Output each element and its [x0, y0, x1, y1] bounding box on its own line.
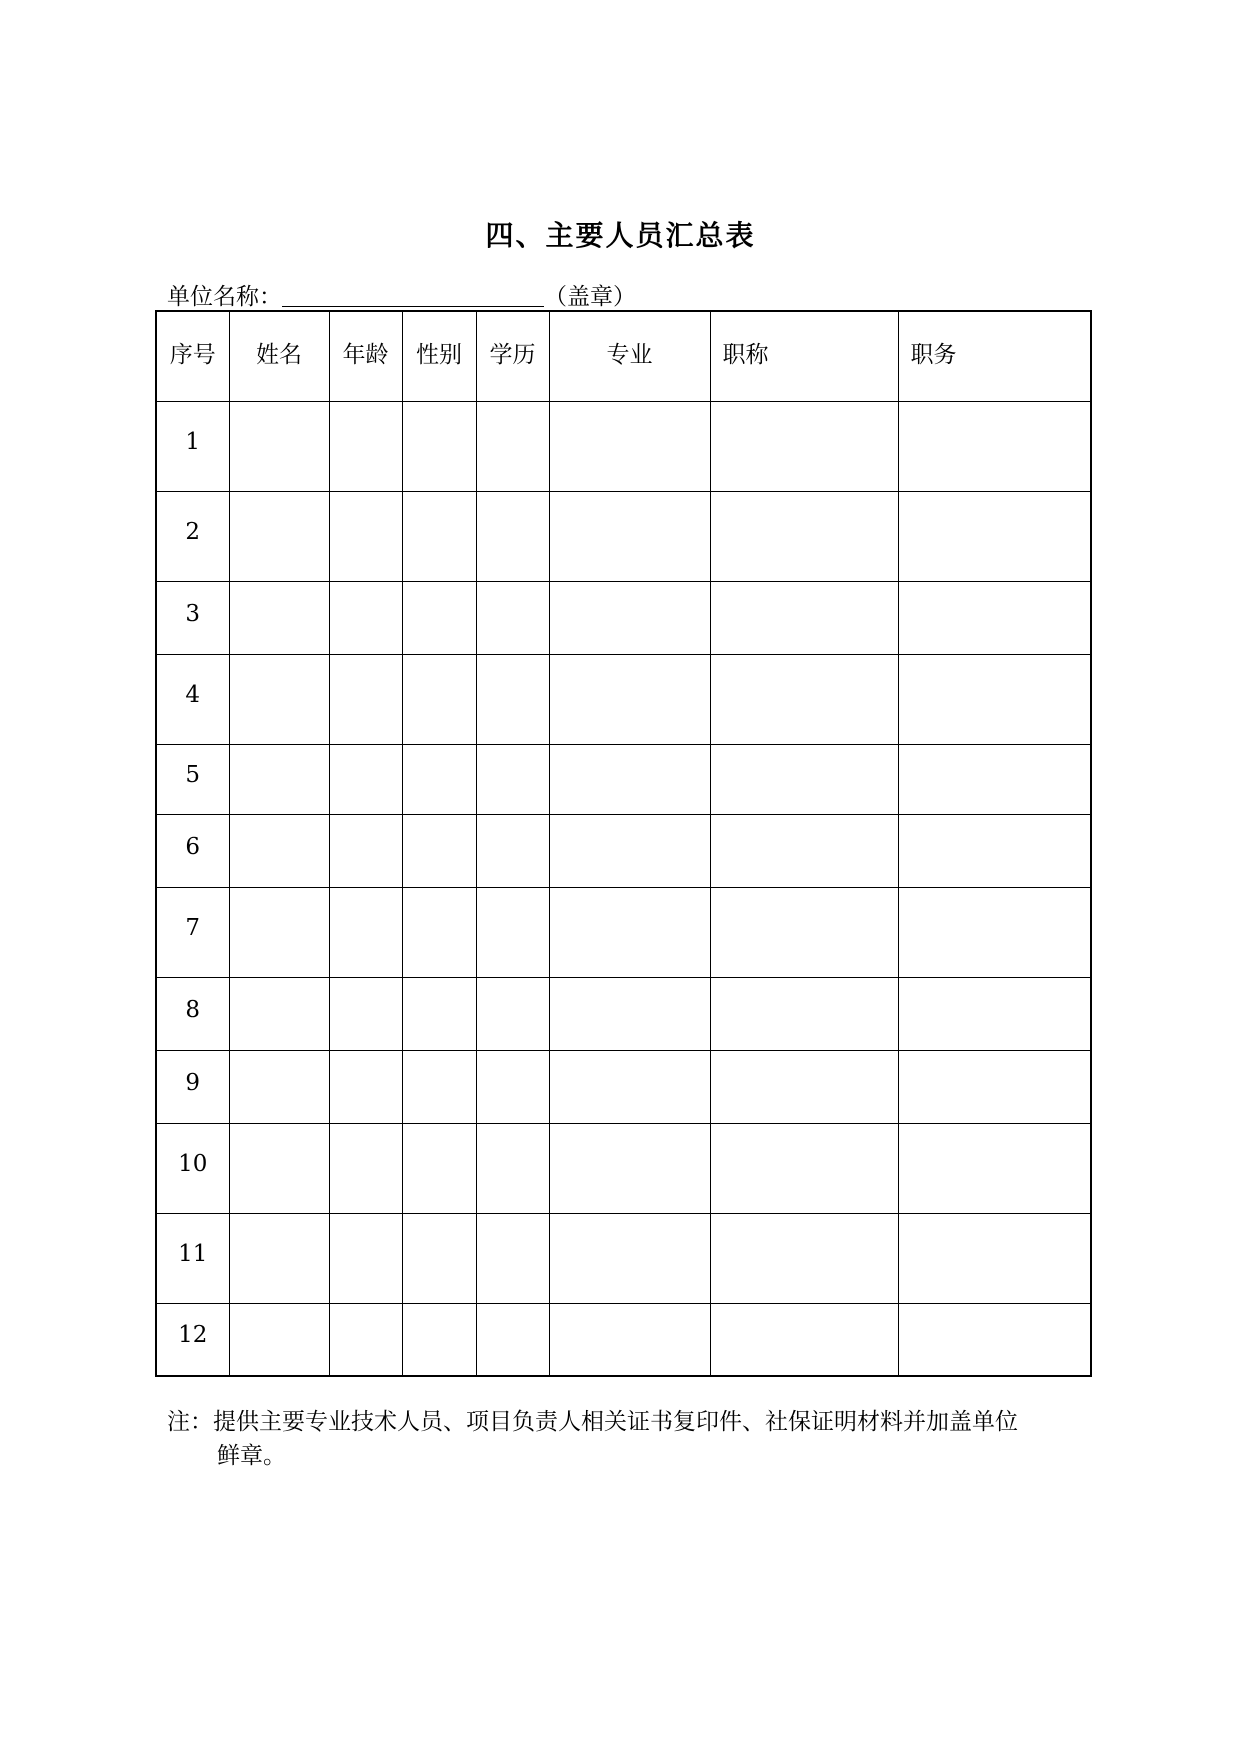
name-cell[interactable]	[229, 491, 329, 581]
footnote-line-1: 注：提供主要专业技术人员、项目负责人相关证书复印件、社保证明材料并加盖单位	[167, 1409, 1018, 1435]
name-cell[interactable]	[229, 1303, 329, 1376]
table-row	[156, 1303, 1091, 1376]
age-cell[interactable]	[329, 1050, 402, 1123]
table-row	[156, 401, 1091, 491]
gender-cell[interactable]	[402, 744, 476, 814]
name-cell[interactable]	[229, 1123, 329, 1213]
age-cell[interactable]	[329, 977, 402, 1050]
gender-cell[interactable]	[402, 1050, 476, 1123]
major-cell[interactable]	[549, 887, 710, 977]
name-cell[interactable]	[229, 887, 329, 977]
education-cell[interactable]	[476, 401, 549, 491]
education-cell[interactable]	[476, 744, 549, 814]
title-cell[interactable]	[710, 1303, 898, 1376]
unit-name-line	[167, 278, 636, 311]
table-row	[156, 1213, 1091, 1303]
age-cell[interactable]	[329, 744, 402, 814]
title-cell[interactable]	[710, 887, 898, 977]
age-cell[interactable]	[329, 887, 402, 977]
gender-cell[interactable]	[402, 814, 476, 887]
education-cell[interactable]	[476, 654, 549, 744]
name-cell[interactable]	[229, 654, 329, 744]
name-cell[interactable]	[229, 744, 329, 814]
table-row	[156, 744, 1091, 814]
education-cell[interactable]	[476, 491, 549, 581]
seq-cell: 2	[156, 491, 229, 581]
seq-cell: 10	[156, 1123, 229, 1213]
title-cell[interactable]	[710, 977, 898, 1050]
table-row	[156, 814, 1091, 887]
unit-name-label: 单位名称：	[167, 284, 282, 310]
position-cell[interactable]	[898, 744, 1091, 814]
gender-cell[interactable]	[402, 654, 476, 744]
position-cell[interactable]	[898, 887, 1091, 977]
header-row	[156, 311, 1091, 401]
position-cell[interactable]	[898, 581, 1091, 654]
title-cell[interactable]	[710, 1213, 898, 1303]
education-cell[interactable]	[476, 977, 549, 1050]
major-cell[interactable]	[549, 977, 710, 1050]
name-cell[interactable]	[229, 1050, 329, 1123]
header-age: 年龄	[329, 311, 402, 401]
major-cell[interactable]	[549, 401, 710, 491]
header-seq: 序号	[156, 311, 229, 401]
position-cell[interactable]	[898, 401, 1091, 491]
position-cell[interactable]	[898, 1303, 1091, 1376]
education-cell[interactable]	[476, 1303, 549, 1376]
table-row	[156, 977, 1091, 1050]
age-cell[interactable]	[329, 401, 402, 491]
name-cell[interactable]	[229, 581, 329, 654]
position-cell[interactable]	[898, 1050, 1091, 1123]
table-row	[156, 887, 1091, 977]
header-position: 职务	[898, 311, 1091, 401]
gender-cell[interactable]	[402, 1123, 476, 1213]
major-cell[interactable]	[549, 1123, 710, 1213]
age-cell[interactable]	[329, 1303, 402, 1376]
seq-cell: 3	[156, 581, 229, 654]
table-row	[156, 491, 1091, 581]
unit-name-field[interactable]	[282, 284, 544, 307]
title-cell[interactable]	[710, 744, 898, 814]
gender-cell[interactable]	[402, 887, 476, 977]
seq-cell: 1	[156, 401, 229, 491]
table-row	[156, 1123, 1091, 1213]
gender-cell[interactable]	[402, 1303, 476, 1376]
position-cell[interactable]	[898, 814, 1091, 887]
age-cell[interactable]	[329, 491, 402, 581]
staff-summary-table	[155, 310, 1092, 1377]
title-cell[interactable]	[710, 1050, 898, 1123]
position-cell[interactable]	[898, 654, 1091, 744]
major-cell[interactable]	[549, 654, 710, 744]
table-row	[156, 1050, 1091, 1123]
seq-cell: 5	[156, 744, 229, 814]
education-cell[interactable]	[476, 814, 549, 887]
gender-cell[interactable]	[402, 401, 476, 491]
position-cell[interactable]	[898, 977, 1091, 1050]
major-cell[interactable]	[549, 1303, 710, 1376]
seq-cell: 4	[156, 654, 229, 744]
page-title: 四、主要人员汇总表	[485, 219, 756, 252]
header-education: 学历	[476, 311, 549, 401]
position-cell[interactable]	[898, 1123, 1091, 1213]
table-row	[156, 654, 1091, 744]
title-cell[interactable]	[710, 401, 898, 491]
age-cell[interactable]	[329, 1213, 402, 1303]
name-cell[interactable]	[229, 401, 329, 491]
age-cell[interactable]	[329, 654, 402, 744]
header-gender: 性别	[402, 311, 476, 401]
major-cell[interactable]	[549, 814, 710, 887]
major-cell[interactable]	[549, 581, 710, 654]
gender-cell[interactable]	[402, 977, 476, 1050]
age-cell[interactable]	[329, 814, 402, 887]
education-cell[interactable]	[476, 1213, 549, 1303]
age-cell[interactable]	[329, 1123, 402, 1213]
education-cell[interactable]	[476, 1123, 549, 1213]
header-name: 姓名	[229, 311, 329, 401]
stamp-note: （盖章）	[544, 284, 636, 310]
title-cell[interactable]	[710, 581, 898, 654]
age-cell[interactable]	[329, 581, 402, 654]
gender-cell[interactable]	[402, 581, 476, 654]
name-cell[interactable]	[229, 1213, 329, 1303]
gender-cell[interactable]	[402, 1213, 476, 1303]
seq-cell: 11	[156, 1213, 229, 1303]
seq-cell: 9	[156, 1050, 229, 1123]
title-cell[interactable]	[710, 491, 898, 581]
education-cell[interactable]	[476, 887, 549, 977]
position-cell[interactable]	[898, 491, 1091, 581]
seq-cell: 7	[156, 887, 229, 977]
gender-cell[interactable]	[402, 491, 476, 581]
footnote-line-2: 鲜章。	[217, 1443, 286, 1469]
education-cell[interactable]	[476, 1050, 549, 1123]
seq-cell: 8	[156, 977, 229, 1050]
major-cell[interactable]	[549, 744, 710, 814]
footnote	[167, 1405, 1097, 1473]
name-cell[interactable]	[229, 977, 329, 1050]
table-row	[156, 581, 1091, 654]
title-cell[interactable]	[710, 1123, 898, 1213]
title-cell[interactable]	[710, 654, 898, 744]
seq-cell: 6	[156, 814, 229, 887]
seq-cell: 12	[156, 1303, 229, 1376]
major-cell[interactable]	[549, 491, 710, 581]
name-cell[interactable]	[229, 814, 329, 887]
header-title: 职称	[710, 311, 898, 401]
major-cell[interactable]	[549, 1050, 710, 1123]
title-cell[interactable]	[710, 814, 898, 887]
major-cell[interactable]	[549, 1213, 710, 1303]
header-major: 专业	[549, 311, 710, 401]
position-cell[interactable]	[898, 1213, 1091, 1303]
education-cell[interactable]	[476, 581, 549, 654]
